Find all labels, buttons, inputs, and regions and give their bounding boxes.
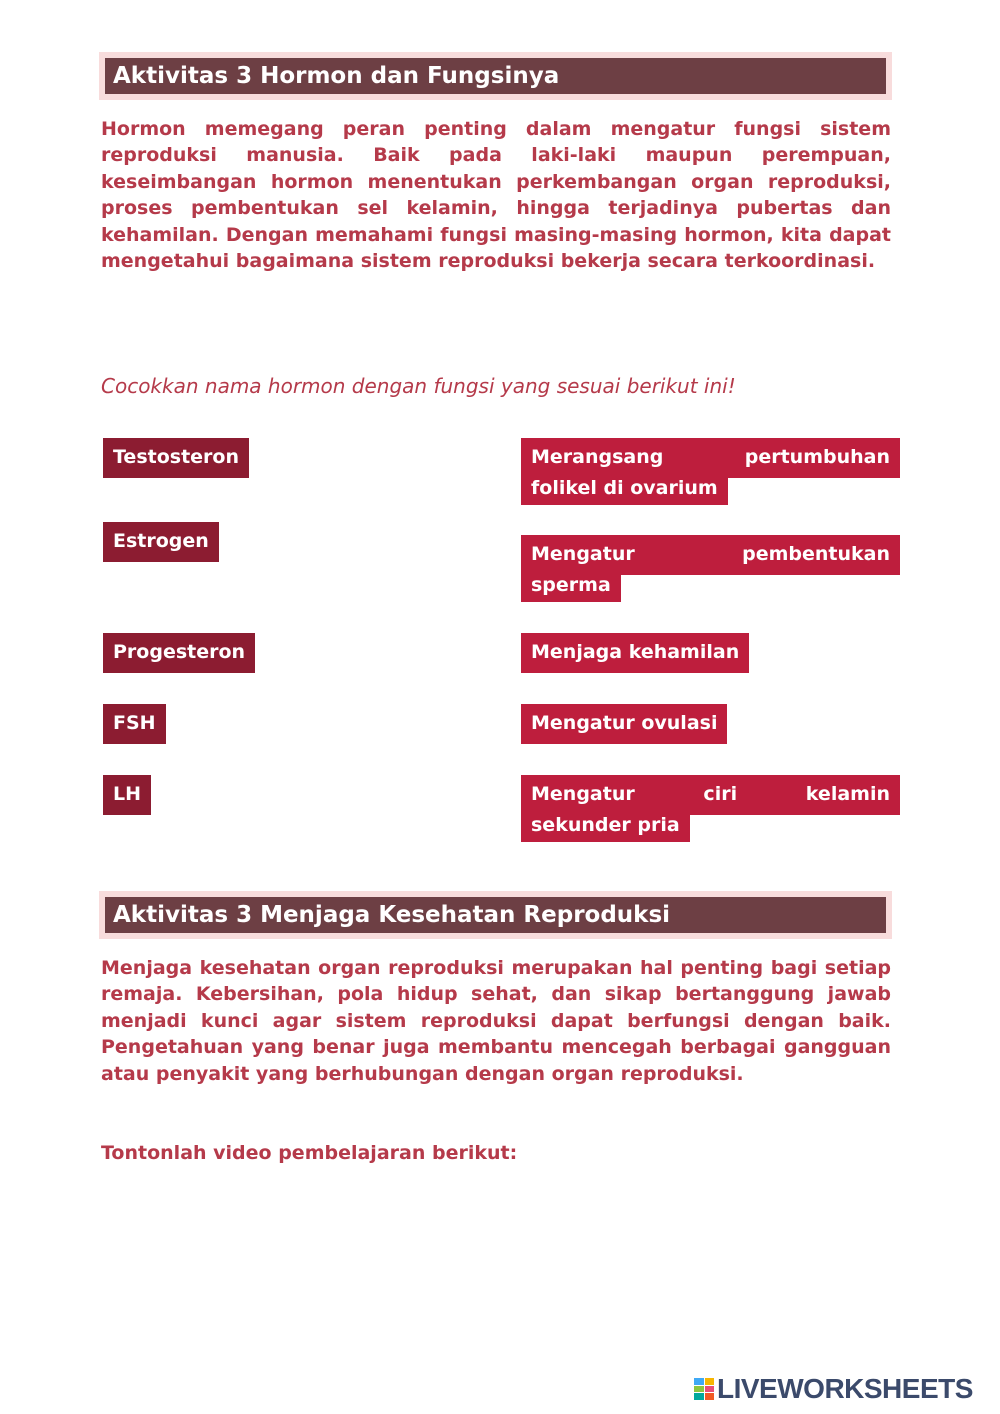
hormone-tile-progesteron[interactable]: Progesteron <box>103 633 255 673</box>
intro-paragraph-kesehatan: Menjaga kesehatan organ reproduksi merupakan hal penting bagi setiap remaja. Kebersihan, pola hidup sehat, dan sikap bertanggung jawab menjadi kunci agar sistem reproduksi dapat berfungsi dengan baik. Pengetahuan yang benar juga membantu mencegah berbagai gangguan atau penyakit yang berhubungan dengan organ reproduksi. <box>101 957 891 1085</box>
intro-paragraph-hormon: Hormon memegang peran penting dalam mengatur fungsi sistem reproduksi manusia. Baik pada laki-laki maupun perempuan, keseimbangan hormon menentukan perkembangan organ reproduksi, proses pembentukan sel kelamin, hingga terjadinya pubertas dan kehamilan. Dengan memahami fungsi masing-masing hormon, kita dapat mengetahui bagaimana sistem reproduksi bekerja secara terkoordinasi. <box>101 118 891 273</box>
matching-instruction: Cocokkan nama hormon dengan fungsi yang sesuai berikut ini! <box>101 374 736 398</box>
hormone-tile-testosteron[interactable]: Testosteron <box>103 438 249 478</box>
function-tile-line1: Merangsang pertumbuhan <box>521 438 900 478</box>
function-tile-pertumbuhan-folikel[interactable] <box>521 438 900 505</box>
function-tile-line2: folikel di ovarium <box>521 478 728 505</box>
function-tile-line1: Mengatur ciri kelamin <box>521 775 900 815</box>
section-title-hormon: Aktivitas 3 Hormon dan Fungsinya <box>105 58 886 94</box>
liveworksheets-logo[interactable] <box>694 1373 973 1404</box>
function-tile-line2: sperma <box>521 575 621 602</box>
liveworksheets-logo-icon <box>694 1378 714 1400</box>
section-title-kesehatan: Aktivitas 3 Menjaga Kesehatan Reproduksi <box>105 897 886 933</box>
liveworksheets-logo-text: LIVEWORKSHEETS <box>717 1373 973 1404</box>
function-tile-line2: sekunder pria <box>521 815 690 842</box>
function-tile-mengatur-ovulasi[interactable]: Mengatur ovulasi <box>521 704 727 744</box>
function-tile-pembentukan-sperma[interactable] <box>521 535 900 602</box>
function-tile-line1: Mengatur pembentukan <box>521 535 900 575</box>
video-prompt: Tontonlah video pembelajaran berikut: <box>101 1142 518 1164</box>
hormone-tile-lh[interactable]: LH <box>103 775 151 815</box>
section-header-kesehatan <box>99 891 892 939</box>
function-tile-menjaga-kehamilan[interactable]: Menjaga kehamilan <box>521 633 749 673</box>
hormone-tile-estrogen[interactable]: Estrogen <box>103 522 219 562</box>
function-tile-ciri-kelamin-sekunder[interactable] <box>521 775 900 842</box>
section-header-hormon <box>99 52 892 100</box>
hormone-tile-fsh[interactable]: FSH <box>103 704 166 744</box>
